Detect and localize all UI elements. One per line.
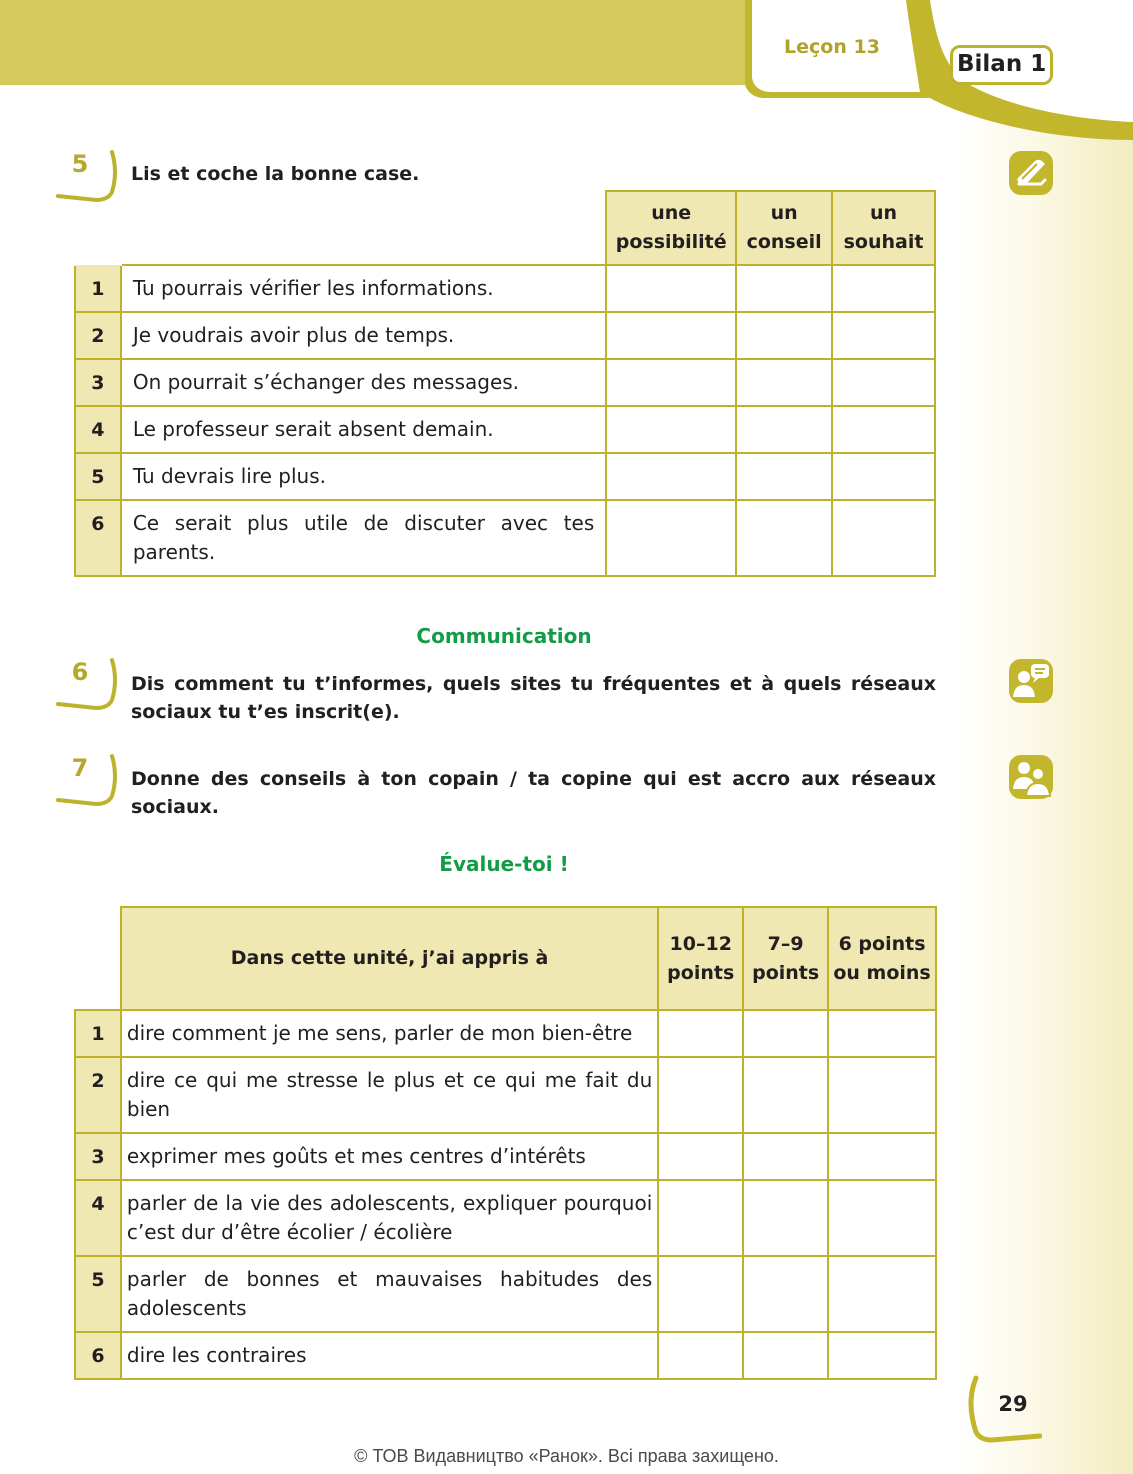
checkbox-cell[interactable] <box>606 406 736 453</box>
table-row <box>75 1010 936 1057</box>
lesson-label: Leçon 13 <box>784 36 880 58</box>
row-number: 2 <box>75 1057 121 1133</box>
checkbox-cell[interactable] <box>606 453 736 500</box>
evaluation-table <box>74 906 937 1380</box>
checkbox-cell[interactable] <box>736 312 832 359</box>
row-number: 3 <box>75 359 121 406</box>
column-header: 10–12 points <box>658 907 743 1010</box>
table-row <box>75 1180 936 1256</box>
row-number: 6 <box>75 500 121 576</box>
table-row <box>75 1133 936 1180</box>
row-number: 1 <box>75 1010 121 1057</box>
exercise-5-number: 5 <box>71 150 89 178</box>
checkbox-cell[interactable] <box>828 1256 936 1332</box>
exercise-7-number: 7 <box>71 754 89 782</box>
row-text: dire ce qui me stresse le plus et ce qui me fait du bien <box>121 1057 658 1133</box>
checkbox-cell[interactable] <box>743 1180 828 1256</box>
row-text: On pourrait s’échanger des messages. <box>121 359 606 406</box>
table-row <box>75 406 935 453</box>
header-band <box>0 0 780 85</box>
column-header: une possibilité <box>606 191 736 265</box>
header-tab-shape <box>720 0 1133 140</box>
bilan-number: 1 <box>1030 51 1047 77</box>
exercise-5-instruction: Lis et coche la bonne case. <box>131 163 420 185</box>
table-row <box>75 453 935 500</box>
empty-header <box>121 191 606 265</box>
checkbox-cell[interactable] <box>606 500 736 576</box>
row-number: 2 <box>75 312 121 359</box>
table-row <box>75 312 935 359</box>
checkbox-cell[interactable] <box>832 500 935 576</box>
checkbox-cell[interactable] <box>828 1010 936 1057</box>
column-header: 6 points ou moins <box>828 907 936 1010</box>
row-number: 6 <box>75 1332 121 1379</box>
checkbox-cell[interactable] <box>743 1133 828 1180</box>
checkbox-cell[interactable] <box>828 1057 936 1133</box>
checkbox-cell[interactable] <box>832 453 935 500</box>
checkbox-cell[interactable] <box>658 1133 743 1180</box>
pair-work-icon <box>1007 753 1055 801</box>
table-row <box>75 500 935 576</box>
checkbox-cell[interactable] <box>832 265 935 312</box>
checkbox-cell[interactable] <box>743 1010 828 1057</box>
checkbox-cell[interactable] <box>743 1332 828 1379</box>
checkbox-cell[interactable] <box>736 359 832 406</box>
row-text: dire comment je me sens, parler de mon bien-être <box>121 1010 658 1057</box>
empty-corner <box>75 191 121 265</box>
row-number: 4 <box>75 406 121 453</box>
empty-corner <box>75 907 121 1010</box>
checkbox-cell[interactable] <box>658 1057 743 1133</box>
checkbox-cell[interactable] <box>736 265 832 312</box>
checkbox-cell[interactable] <box>828 1133 936 1180</box>
table-row <box>75 1256 936 1332</box>
row-text: Ce serait plus utile de discuter avec tes parents. <box>121 500 606 576</box>
checkbox-cell[interactable] <box>606 359 736 406</box>
table-row <box>75 1057 936 1133</box>
checkbox-cell[interactable] <box>828 1332 936 1379</box>
table-header-row <box>75 191 935 265</box>
checkbox-cell[interactable] <box>606 312 736 359</box>
exercise-6-badge <box>56 656 118 716</box>
checkbox-cell[interactable] <box>832 359 935 406</box>
checkbox-cell[interactable] <box>736 453 832 500</box>
checkbox-cell[interactable] <box>606 265 736 312</box>
row-text: parler de bonnes et mauvaises habitudes des adolescents <box>121 1256 658 1332</box>
table-row <box>75 1332 936 1379</box>
row-number: 4 <box>75 1180 121 1256</box>
checkbox-cell[interactable] <box>832 406 935 453</box>
bilan-word: Bilan <box>957 51 1023 77</box>
checkbox-cell[interactable] <box>736 406 832 453</box>
row-number: 5 <box>75 453 121 500</box>
column-header: Dans cette unité, j’ai appris à <box>121 907 658 1010</box>
row-text: parler de la vie des adolescents, expliquer pourquoi c’est dur d’être écolier / écolière <box>121 1180 658 1256</box>
row-number: 3 <box>75 1133 121 1180</box>
exercise-7-badge <box>56 752 118 812</box>
checkbox-cell[interactable] <box>828 1180 936 1256</box>
checkbox-cell[interactable] <box>658 1256 743 1332</box>
checkbox-cell[interactable] <box>658 1180 743 1256</box>
column-header: 7–9 points <box>743 907 828 1010</box>
checkbox-cell[interactable] <box>658 1332 743 1379</box>
table-row <box>75 359 935 406</box>
checkbox-cell[interactable] <box>743 1256 828 1332</box>
checkbox-cell[interactable] <box>658 1010 743 1057</box>
column-header: un souhait <box>832 191 935 265</box>
checkbox-cell[interactable] <box>832 312 935 359</box>
book-icon <box>1007 149 1055 197</box>
row-text: Je voudrais avoir plus de temps. <box>121 312 606 359</box>
copyright-notice: © ТОВ Видавництво «Ранок». Всі права захищено. <box>354 1446 779 1466</box>
checkbox-cell[interactable] <box>736 500 832 576</box>
exercise-6-number: 6 <box>71 658 89 686</box>
communication-title: Communication <box>416 624 592 648</box>
row-text: Tu pourrais vérifier les informations. <box>121 265 606 312</box>
bilan-badge <box>950 45 1053 85</box>
row-text: exprimer mes goûts et mes centres d’intérêts <box>121 1133 658 1180</box>
column-header: un conseil <box>736 191 832 265</box>
sidebar-band <box>960 0 1133 1474</box>
row-number: 1 <box>75 265 121 312</box>
exercise-6-instruction: Dis comment tu t’informes, quels sites tu fréquentes et à quels réseaux sociaux tu t’es inscrit(e). <box>131 673 936 723</box>
row-text: Tu devrais lire plus. <box>121 453 606 500</box>
exercise-5-table <box>74 190 936 577</box>
row-text: dire les contraires <box>121 1332 658 1379</box>
table-row <box>75 265 935 312</box>
checkbox-cell[interactable] <box>743 1057 828 1133</box>
speech-person-icon <box>1007 657 1055 705</box>
page-number: 29 <box>998 1392 1028 1416</box>
row-number: 5 <box>75 1256 121 1332</box>
exercise-7-instruction: Donne des conseils à ton copain / ta copine qui est accro aux réseaux sociaux. <box>131 768 936 818</box>
table-header-row <box>75 907 936 1010</box>
evaluation-title: Évalue-toi ! <box>439 852 569 876</box>
row-text: Le professeur serait absent demain. <box>121 406 606 453</box>
